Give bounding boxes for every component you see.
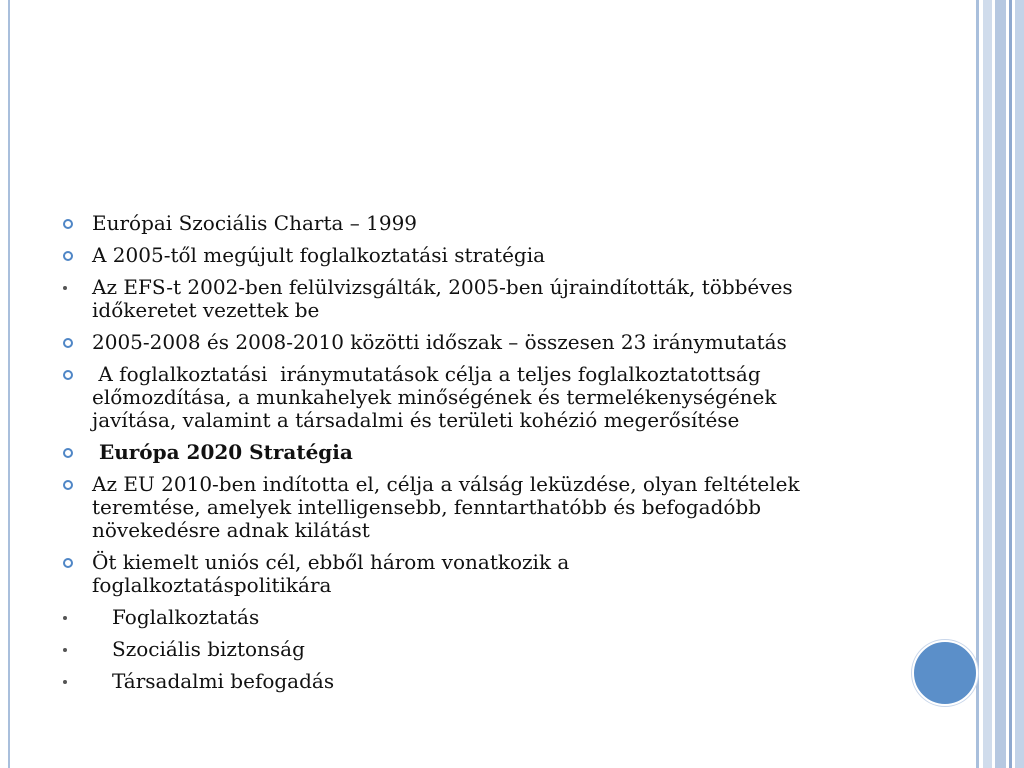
slide-content [60,212,880,702]
bullet-text: Az EU 2010-ben indította el, célja a válság leküzdése, olyan feltételek teremtése, amelyek intelligensebb, fenntarthatóbb és befogadóbb növekedésre adnak kilátást [92,472,800,542]
ring-bullet-icon [60,212,80,235]
bullet-item [60,670,880,693]
bullet-item [60,331,880,354]
left-border-line [8,0,10,768]
bullet-item [60,276,880,322]
ring-bullet-icon [60,441,80,464]
dot-bullet-icon [60,606,80,629]
bullet-text: 2005-2008 és 2008-2010 közötti időszak – összesen 23 iránymutatás [92,330,787,354]
ring-bullet-icon [60,473,80,496]
bullet-text: A foglalkoztatási iránymutatások célja a teljes foglalkoztatottság előmozdítása, a munkahelyek minőségének és termelékenységének javítása, valamint a társadalmi és területi kohézió megerősítése [92,362,777,432]
bullet-item [60,212,880,235]
bullet-text: Öt kiemelt uniós cél, ebből három vonatkozik a foglalkoztatáspolitikára [92,550,570,597]
ring-bullet-icon [60,363,80,386]
bullet-text-heading: Európa 2020 Stratégia [92,440,353,464]
ring-bullet-icon [60,331,80,354]
bullet-text: Az EFS-t 2002-ben felülvizsgálták, 2005-ben újraindították, többéves időkeretet vezettek be [92,275,793,322]
bullet-item [60,606,880,629]
bullet-text: Európai Szociális Charta – 1999 [92,211,418,235]
bullet-item [60,551,880,597]
bullet-text: Társadalmi befogadás [112,669,335,693]
bullet-item [60,244,880,267]
ring-bullet-icon [60,551,80,574]
dot-bullet-icon [60,670,80,693]
dot-bullet-icon [60,276,80,299]
bullet-item [60,473,880,542]
bullet-text: A 2005-től megújult foglalkoztatási stratégia [92,243,546,267]
bullet-text: Foglalkoztatás [112,605,260,629]
decorative-right-stripes [976,0,1024,768]
bullet-item [60,441,880,464]
bullet-text: Szociális biztonság [112,637,305,661]
ring-bullet-icon [60,244,80,267]
bullet-item [60,638,880,661]
decorative-circle [912,640,978,706]
dot-bullet-icon [60,638,80,661]
bullet-item [60,363,880,432]
